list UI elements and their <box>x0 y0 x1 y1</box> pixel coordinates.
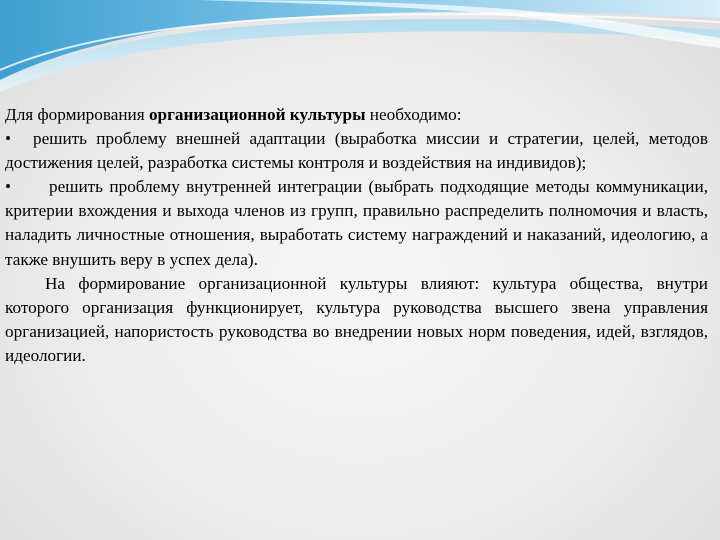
bullet-item-2 <box>5 175 708 271</box>
bullet-item-1 <box>5 127 708 175</box>
intro-suffix: необходимо: <box>365 105 462 124</box>
bullet-icon: • <box>5 129 12 149</box>
closing-paragraph: На формирование организационной культуры влияют: культура общества, внутри которого организация функционирует, культура руководства высшего звена управления организацией, напористость руководства во внедрении новых норм поведения, идей, взглядов, идеологии. <box>5 273 708 365</box>
slide-body-text <box>5 103 708 368</box>
bullet-text-2: решить проблему внутренней интеграции (выбрать подходящие методы коммуникации, критерии вхождения и выхода членов из групп, правильно распределить полномочия и власть, наладить личностные отношения, выработать систему награждений и наказаний, идеологию, а также внушить веру в успех дела). <box>5 177 708 269</box>
intro-line <box>5 103 708 127</box>
intro-bold-term: организационной культуры <box>148 105 366 124</box>
header-wave-decoration <box>0 0 720 95</box>
bullet-icon: • <box>5 177 12 197</box>
intro-prefix: Для формирования <box>5 105 149 124</box>
bullet-text-1: решить проблему внешней адаптации (выработка миссии и стратегии, целей, методов достижения целей, разработка системы контроля и воздействия на индивидов); <box>5 129 708 173</box>
